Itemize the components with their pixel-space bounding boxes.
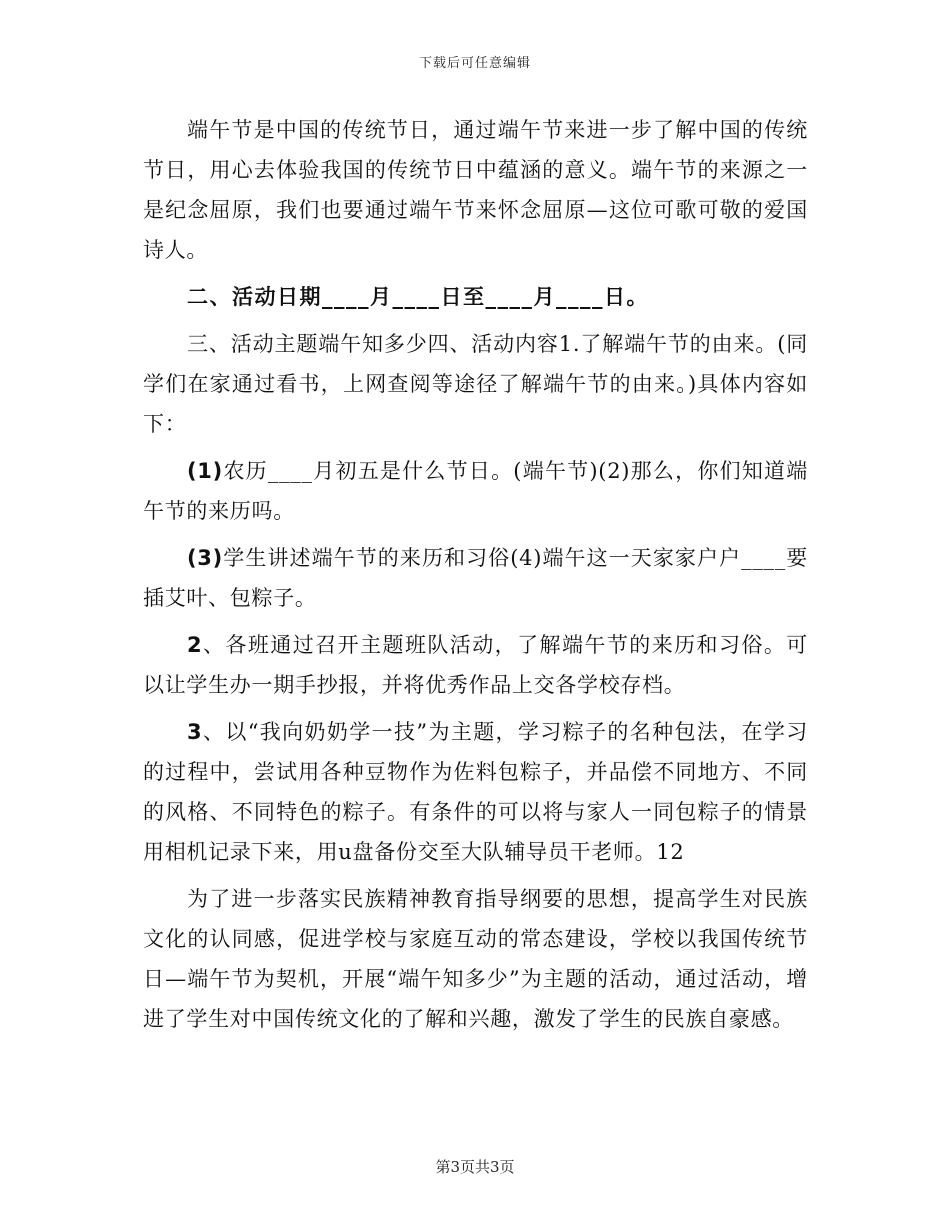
class-activity-paragraph (143, 625, 808, 705)
page-footer: 第3页共3页 (435, 1158, 515, 1176)
intro-paragraph: 端午节是中国的传统节日，通过端午节来进一步了解中国的传统节日，用心去体验我国的传统节日中蕴涵的意义。端午节的来源之一是纪念屈原，我们也要通过端午节来怀念屈原—这位可歌可敬的爱国诗人。 (143, 118, 808, 262)
item-number: (3) (187, 546, 223, 570)
item-text: 、各班通过召开主题班队活动，了解端午节的来历和习俗。可以让学生办一期手抄报，并将优秀作品上交各学校存档。 (143, 633, 808, 697)
item-text: 农历____月初五是什么节日。(端午节)(2)那么，你们知道端午节的来历吗。 (143, 459, 808, 523)
activity-theme-paragraph: 三、活动主题端午知多少四、活动内容1.了解端午节的由来。(同学们在家通过看书，上网查阅等途径了解端午节的由来。)具体内容如下： (143, 332, 808, 436)
activity-date-heading: 二、活动日期____月____日至____月____日。 (187, 285, 649, 309)
item-number: 3 (187, 720, 203, 744)
item-number: (1) (187, 459, 223, 483)
item-number: 2 (187, 633, 203, 657)
question-3-paragraph (143, 538, 808, 618)
question-1-paragraph (143, 451, 808, 531)
zongzi-activity-paragraph (143, 712, 808, 872)
item-text: 学生讲述端午节的来历和习俗(4)端午这一天家家户户____要插艾叶、包粽子。 (143, 546, 808, 610)
summary-paragraph: 为了进一步落实民族精神教育指导纲要的思想，提高学生对民族文化的认同感，促进学校与家庭互动的常态建设，学校以我国传统节日—端午节为契机，开展“端午知多少”为主题的活动，通过活动，增进了学生对中国传统文化的了解和兴趣，激发了学生的民族自豪感。 (143, 887, 808, 1031)
page-header: 下载后可任意编辑 (418, 56, 531, 71)
item-text: 、以“我向奶奶学一技”为主题，学习粽子的名种包法，在学习的过程中，尝试用各种豆物作为佐料包粽子，并品偿不同地方、不同的风格、不同特色的粽子。有条件的可以将与家人一同包粽子的情景用相机记录下来，用u盘备份交至大队辅导员干老师。12 (143, 720, 808, 864)
document-body (143, 110, 808, 1046)
